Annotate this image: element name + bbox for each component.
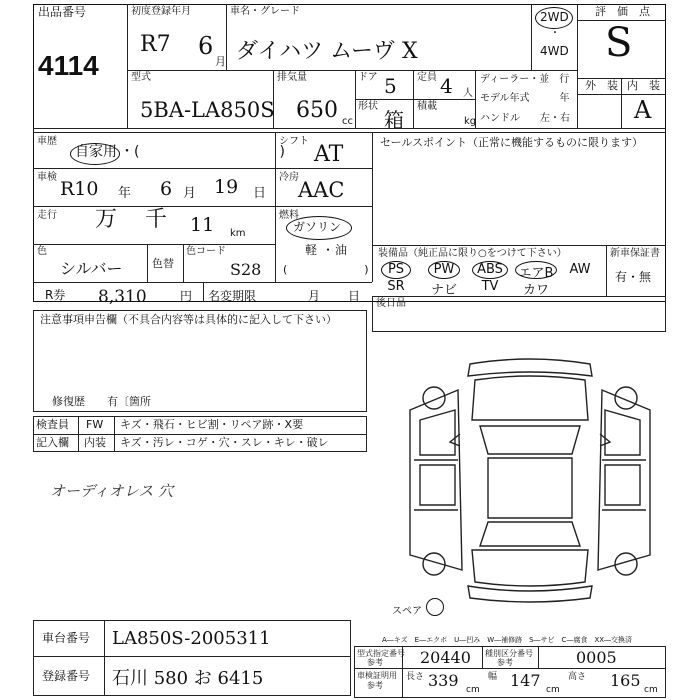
fuel-light: 軽 <box>305 243 318 257</box>
first-reg-era: R7 <box>140 32 171 57</box>
color-code-value: S28 <box>230 260 262 279</box>
recycle-label: R券 <box>45 288 66 302</box>
interior-label: 内 装 <box>627 79 660 92</box>
recycle-value: 8,310 <box>98 287 147 307</box>
interior-grade: A <box>634 96 652 124</box>
name-change-label: 名変期限 <box>208 289 257 303</box>
car-name-label: 車名・グレード <box>230 6 300 17</box>
fuel-paren: ( ) <box>283 263 369 276</box>
length-unit: cm <box>466 685 480 695</box>
mileage-unit: km <box>230 228 246 239</box>
inspection-month: 6 <box>160 178 173 200</box>
car-body-diagram <box>400 350 660 610</box>
equip-abs: ABS <box>477 262 503 277</box>
equip-aw: AW <box>569 262 591 277</box>
dimensions-label2: 参考 <box>367 681 383 690</box>
category-value: 0005 <box>576 648 617 667</box>
fuel-gasoline: ガソリン <box>293 220 342 234</box>
equip-tv: TV <box>481 279 499 294</box>
length-value: 339 <box>428 671 459 690</box>
width-unit: cm <box>546 685 560 695</box>
inspector-label1: 検査員 <box>36 418 69 431</box>
fuel-dot: ・ <box>322 243 335 257</box>
capacity-unit: 人 <box>463 88 473 99</box>
height-value: 165 <box>610 671 641 690</box>
mileage-value: 11 <box>190 214 215 236</box>
drive-4wd: 4WD <box>540 44 569 58</box>
fuel-label: 燃料 <box>279 210 299 221</box>
doors-value: 5 <box>384 74 397 98</box>
equip-ps: PS <box>387 262 405 277</box>
mileage-sen: 千 <box>145 207 168 232</box>
history-rest: ・( ) <box>120 144 285 160</box>
equip-camera: カワ <box>522 283 549 298</box>
history-value: 自家用 <box>75 144 117 160</box>
exterior-label: 外 装 <box>585 79 618 92</box>
inspector-int-items: キズ・汚レ・コゲ・穴・スレ・キレ・破レ <box>120 436 329 449</box>
shape-value: 箱 <box>384 108 404 132</box>
color-value: シルバー <box>60 259 123 278</box>
color-label: 色 <box>37 246 47 257</box>
handwritten-note: オーディオレス 穴 <box>50 482 174 500</box>
lot-number: 4114 <box>38 50 99 81</box>
history-label: 車歴 <box>37 136 57 147</box>
grade-value: S <box>605 20 633 66</box>
fuel-oil: 油 <box>335 243 348 257</box>
type-designation-label2: 参考 <box>367 658 383 667</box>
warranty-label: 新車保証書 <box>610 248 660 259</box>
warranty-value: 有・無 <box>615 270 652 284</box>
equip-pw: PW <box>433 262 455 277</box>
type-designation-value: 20440 <box>420 648 471 667</box>
color-code-label: 色コード <box>186 246 226 257</box>
equip-navi: ナビ <box>430 283 457 298</box>
width-value: 147 <box>510 671 541 690</box>
height-label: 高さ <box>568 672 587 682</box>
doors-label: ドア <box>358 72 378 83</box>
model-label: 型式 <box>131 72 151 83</box>
dealer-line2: モデル年式 年 <box>480 93 570 104</box>
inspection-day: 19 <box>214 176 239 198</box>
capacity-label: 定員 <box>417 72 437 83</box>
displacement-label: 排気量 <box>277 72 307 83</box>
drive-dot: ・ <box>550 28 560 39</box>
recycle-unit: 円 <box>180 289 193 303</box>
name-change-month: 月 <box>308 289 321 303</box>
capacity-value: 4 <box>440 74 453 98</box>
first-reg-label: 初度登録年月 <box>131 6 191 17</box>
type-designation-label1: 型式指定番号 <box>357 649 405 658</box>
first-reg-month-unit: 月 <box>215 55 226 68</box>
damage-legend: A―キズ E―エクボ U―凹み W―補修跡 S―サビ C―腐食 XX―交換済 <box>382 636 633 644</box>
aircon-value: AAC <box>298 178 345 202</box>
owner-box <box>372 296 666 332</box>
inspector-fw: FW <box>86 418 104 431</box>
first-reg-month: 6 <box>198 32 214 60</box>
shift-label: シフト <box>279 136 309 147</box>
sales-point-label: セールスポイント（正常に機能するものに限ります） <box>380 136 644 149</box>
inspector-interior: 内装 <box>84 436 106 449</box>
aircon-label: 冷房 <box>279 172 299 183</box>
chassis-value: LA850S-2005311 <box>112 628 271 649</box>
load-label: 積載 <box>417 101 437 112</box>
inspection-day-unit: 日 <box>253 186 267 201</box>
color-change-label: 色替 <box>152 257 174 270</box>
drive-2wd: 2WD <box>540 10 569 24</box>
width-label: 幅 <box>488 672 498 682</box>
displacement-unit: cc <box>342 116 353 127</box>
plate-value: 石川 580 お 6415 <box>112 668 264 689</box>
displacement-value: 650 <box>296 98 338 123</box>
dimensions-label1: 車検証明用 <box>357 671 397 680</box>
dealer-line3: ハンドル 左・右 <box>480 113 570 124</box>
dealer-line1: ディーラー・並 行 <box>480 74 570 85</box>
model-value: 5BA-LA850S <box>140 98 275 122</box>
owner-label: 後日品 <box>376 298 406 309</box>
name-change-day: 日 <box>348 289 361 303</box>
inspection-era: R10 <box>60 178 99 200</box>
height-unit: cm <box>644 685 658 695</box>
load-unit: kg <box>464 116 477 127</box>
plate-label: 登録番号 <box>42 669 91 683</box>
chassis-label: 車台番号 <box>42 631 91 645</box>
equip-airbag: エアB <box>518 266 554 281</box>
spare-label: スペア <box>392 606 422 617</box>
category-label1: 種別区分番号 <box>485 649 533 658</box>
inspector-fw-items: キズ・飛石・ヒビ割・リペア跡・X要 <box>120 418 304 431</box>
spare-tire-icon <box>426 598 444 616</box>
shape-label: 形状 <box>358 101 378 112</box>
lot-label: 出品番号 <box>38 5 87 19</box>
inspection-label: 車検 <box>37 172 57 183</box>
category-label2: 参考 <box>497 658 513 667</box>
car-name-value: ダイハツ ムーヴ X <box>236 39 418 64</box>
mileage-label: 走行 <box>37 210 57 221</box>
length-label: 長さ <box>406 672 425 682</box>
equip-sr: SR <box>387 279 405 294</box>
inspector-label2: 記入欄 <box>36 436 69 449</box>
shift-value: AT <box>314 142 344 167</box>
inspection-year-unit: 年 <box>118 186 132 201</box>
inspection-month-unit: 月 <box>183 186 197 201</box>
notes-label: 注意事項申告欄（不具合内容等は具体的に記入して下さい） <box>40 313 337 326</box>
repair-history: 修復歴 有〔箇所 <box>52 395 151 408</box>
mileage-man: 万 <box>95 207 118 232</box>
equipment-label: 装備品（純正品に限り○をつけて下さい） <box>378 248 567 259</box>
grade-label: 評 価 点 <box>595 5 650 18</box>
